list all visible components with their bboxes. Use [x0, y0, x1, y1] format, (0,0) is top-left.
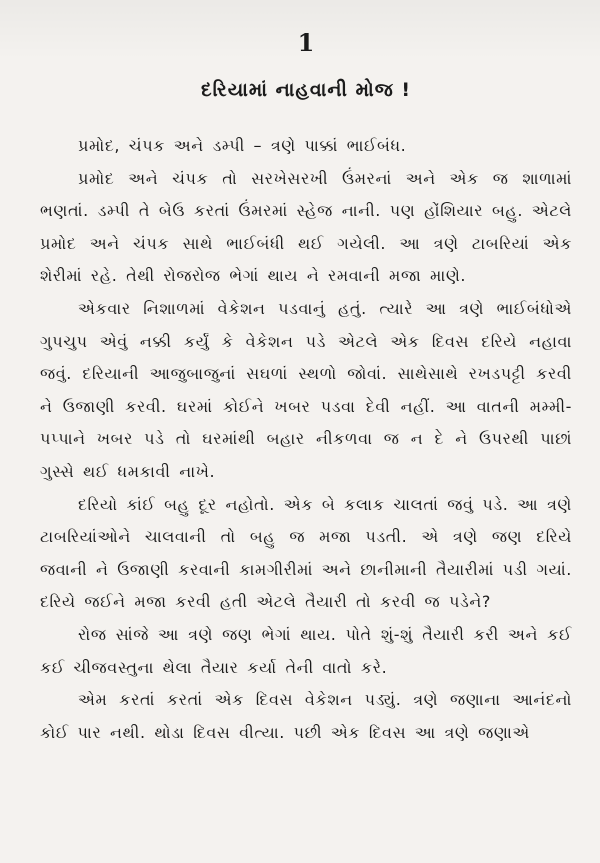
paragraph-5: રોજ સાંજે આ ત્રણે જણ ભેગાં થાય. પોતે શું-શું તૈયારી કરી અને કઈ કઈ ચીજવસ્તુના થેલા તૈયાર કર્યા તેની વાતો કરે.: [40, 624, 572, 677]
paragraph-1: પ્રમોદ, ચંપક અને ડમ્પી – ત્રણે પાક્કાં ભાઈબંધ.: [78, 136, 407, 155]
paragraph-4: દરિયો કાંઈ બહુ દૂર નહોતો. એક બે કલાક ચાલતાં જવું પડે. આ ત્રણે ટાબરિયાંઓને ચાલવાની તો બહુ જ મજા પડતી. એ ત્રણે જણ દરિયે જવાની ને ઉજાણી કરવાની કામગીરીમાં અને છાનીમાની તૈયારીમાં પડી ગયાં. દરિયે જઈને મજા કરવી હતી એટલે તૈયારી તો કરવી જ પડેને?: [40, 494, 572, 612]
paragraph-2: પ્રમોદ અને ચંપક તો સરખેસરખી ઉંમરનાં અને એક જ શાળામાં ભણતાં. ડમ્પી તે બેઉ કરતાં ઉંમરમાં સ્હેજ નાની. પણ હોંશિયાર બહુ. એટલે પ્રમોદ અને ચંપક સાથે ભાઈબંધી થઈ ગયેલી. આ ત્રણે ટાબરિયાં એક શેરીમાં રહે. તેથી રોજરોજ ભેગાં થાય ને રમવાની મજા માણે.: [40, 168, 572, 286]
page-number: 1: [297, 28, 315, 57]
chapter-title: દરિયામાં નાહવાની મોજ !: [200, 79, 412, 101]
paragraph-6: એમ કરતાં કરતાં એક દિવસ વેકેશન પડ્યું. ત્રણે જણાના આનંદનો કોઈ પાર નથી. થોડા દિવસ વીત્યા. પછી એક દિવસ આ ત્રણે જણાએ: [40, 690, 572, 742]
paragraph-3: એકવાર નિશાળમાં વેકેશન પડવાનું હતું. ત્યારે આ ત્રણે ભાઈબંધોએ ગુપચુપ એવું નક્કી કર્યું કે વેકેશન પડે એટલે એક દિવસ દરિયે નહાવા જવું. દરિયાની આજુબાજુનાં સઘળાં સ્થળો જોવાં. સાથેસાથે રખડપટ્ટી કરવી ને ઉજાણી કરવી. ઘરમાં કોઈને ખબર પડવા દેવી નહીં. આ વાતની મમ્મી-પપ્પાને ખબર પડે તો ઘરમાંથી બહાર નીકળવા જ ન દે ને ઉપરથી પાછાં ગુસ્સે થઈ ધમકાવી નાખે.: [40, 298, 572, 481]
body-text: [40, 130, 572, 749]
